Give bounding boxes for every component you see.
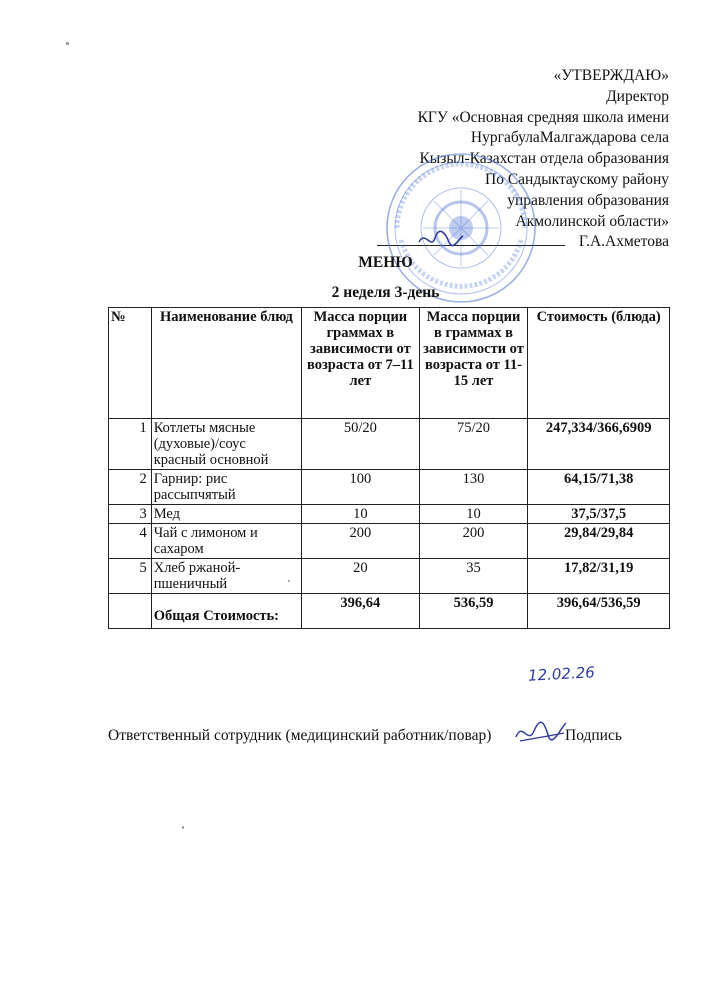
mass-11-15: 200	[419, 524, 528, 559]
dish-cost: 37,5/37,5	[528, 505, 670, 524]
mass-11-15: 130	[419, 470, 528, 505]
col-header-mass-11-15: Масса порции в граммах в зависимости от возраста от 11-15 лет	[419, 308, 528, 419]
scan-speck	[288, 580, 290, 582]
col-header-cost: Стоимость (блюда)	[528, 308, 670, 419]
approval-line: По Сандыктаускому району	[485, 170, 669, 188]
mass-7-11: 20	[302, 559, 420, 594]
dish-name: Чай с лимоном и сахаром	[151, 524, 301, 559]
menu-table	[108, 307, 670, 629]
responsible-line	[108, 727, 622, 745]
scan-speck	[66, 42, 69, 45]
dish-name: Мед	[151, 505, 301, 524]
col-header-mass-7-11: Масса порции граммах в зависимости от возраста от 7–11 лет	[302, 308, 420, 419]
total-cost: 396,64/536,59	[528, 594, 670, 629]
mass-11-15: 35	[419, 559, 528, 594]
total-mass-7-11: 396,64	[302, 594, 420, 629]
approval-line: Акмолинской области»	[515, 212, 669, 230]
approval-line: Директор	[606, 87, 669, 105]
page-subtitle: 2 неделя 3-день	[331, 284, 440, 301]
table-row	[109, 524, 670, 559]
row-number: 1	[109, 419, 152, 470]
mass-7-11: 10	[302, 505, 420, 524]
table-total-row	[109, 594, 670, 629]
dish-cost: 17,82/31,19	[528, 559, 670, 594]
responsible-label: Ответственный сотрудник (медицинский работник/повар)	[108, 727, 492, 744]
dish-name: Котлеты мясные (духовые)/соус красный основной	[151, 419, 301, 470]
row-number: 3	[109, 505, 152, 524]
mass-7-11: 100	[302, 470, 420, 505]
scan-speck	[182, 826, 184, 829]
director-name: Г.А.Ахметова	[578, 233, 669, 251]
handwritten-date: 12.02.26	[527, 663, 596, 685]
signature-label: Подпись	[565, 727, 622, 744]
mass-11-15: 10	[419, 505, 528, 524]
row-number: 5	[109, 559, 152, 594]
mass-7-11: 50/20	[302, 419, 420, 470]
table-row	[109, 419, 670, 470]
total-mass-11-15: 536,59	[419, 594, 528, 629]
dish-name: Хлеб ржаной-пшеничный	[151, 559, 301, 594]
director-signature-icon	[415, 228, 465, 252]
dish-cost: 247,334/366,6909	[528, 419, 670, 470]
row-number: 4	[109, 524, 152, 559]
cook-signature-icon	[510, 715, 570, 753]
table-row	[109, 559, 670, 594]
dish-cost: 64,15/71,38	[528, 470, 670, 505]
page-title: МЕНЮ	[358, 254, 413, 271]
col-header-number: №	[109, 308, 152, 419]
total-label: Общая Стоимость:	[151, 594, 301, 629]
col-header-name: Наименование блюд	[151, 308, 301, 419]
row-number: 2	[109, 470, 152, 505]
dish-name: Гарнир: рис рассыпчятый	[151, 470, 301, 505]
approval-line: «УТВЕРЖДАЮ»	[553, 67, 669, 84]
table-header-row	[109, 308, 670, 419]
approval-line: КГУ «Основная средняя школа имени	[417, 108, 669, 126]
dish-cost: 29,84/29,84	[528, 524, 670, 559]
mass-11-15: 75/20	[419, 419, 528, 470]
table-row	[109, 470, 670, 505]
approval-line: управления образования	[507, 191, 669, 209]
row-number	[109, 594, 152, 629]
approval-line: Кызыл-Казахстан отдела образования	[419, 150, 669, 168]
approval-line: НургабулаМалгаждарова села	[470, 129, 669, 147]
table-row	[109, 505, 670, 524]
mass-7-11: 200	[302, 524, 420, 559]
